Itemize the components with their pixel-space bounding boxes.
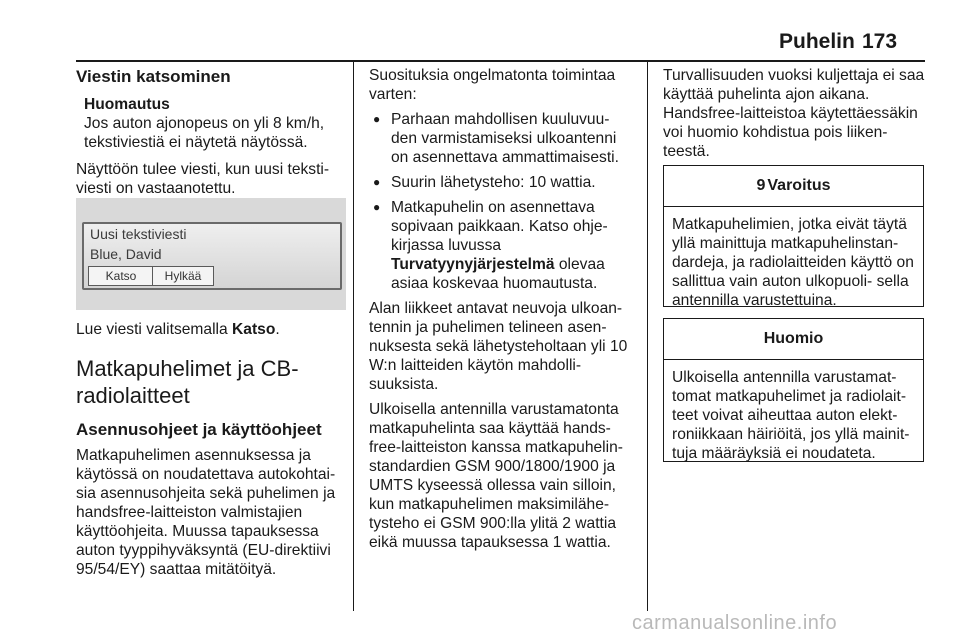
warning-box [663,165,924,307]
paragraph-recommendations: Suosituksia ongelmatonta toimintaa varten: [369,67,616,103]
dialog-sender-name: Blue, David [90,246,162,262]
view-keyword: Katso [232,321,276,338]
notice-title: Huomio [763,330,824,347]
warning-triangle-icon: 9 [756,177,766,194]
chapter-heading-phones-cb: Matkapuhelimet ja CB- radiolaitteet [76,356,299,408]
list-item: ● Suurin lähetysteho: 10 wattia. [369,173,637,192]
view-button[interactable]: Katso [88,266,154,286]
paragraph-read-message: Lue viesti valitsemalla Katso. [76,321,280,338]
warning-title: Varoitus [767,177,831,194]
column-divider-2 [647,62,648,611]
left-column-top [76,66,346,198]
list-item: ● Parhaan mahdollisen kuuluvuu- den varmistamiseksi ulkoantenni on asennettava ammattimaisesti. [369,110,637,167]
column-divider-1 [353,62,354,611]
message-dialog [82,222,342,290]
recommendation-list [369,110,637,293]
paragraph-dealer-advice: Alan liikkeet antavat neuvoja ulkoan- tennin ja puhelimen telineen asen- nuksesta sekä lähetysteholtaan yli 10 W:n laitteiden käytön mahdolli- suuksista. [369,300,628,393]
right-column [663,66,928,161]
dialog-title: Uusi tekstiviesti [90,226,187,242]
display-screen-image [76,198,346,310]
watermark: carmanualsonline.info [632,612,838,634]
paragraph-new-message: Näyttöön tulee viesti, kun uusi teksti- viesti on vastaanotettu. [76,161,330,197]
warning-header [664,166,923,207]
notice-text: Ulkoisella antennilla varustamat- tomat matkapuhelimet ja radiolait- teet voivat aiheuttaa auton elekt- roniikkaan häiriöitä, jos yllä mainit- tuja määräyksiä ei noudateta. [672,369,910,462]
header-rule [76,60,925,62]
paragraph-gsm-standards: Ulkoisella antennilla varustamatonta matkapuhelinta saa käyttää hands- free-laitteiston kanssa matkapuhelin- standardien GSM 900/1800/1900 ja UMTS kyseessä ollessa vain silloin, kun matkapuhelimen maksimilähe- tysteho ei GSM 900:lla ylitä 2 wattia eikä muussa tapauksessa 1 wattia. [369,401,623,551]
list-item: ● Matkapuhelin on asennettava sopivaan paikkaan. Katso ohje- kirjassa luvussa Turvatyynyjärjestelmä olevaa asiaa koskevaa huomautusta. [369,198,637,293]
page-number: 173 [862,30,898,53]
paragraph-driver-safety: Turvallisuuden vuoksi kuljettaja ei saa käyttää puhelinta ajon aikana. Handsfree-laitteistoa käytettäessäkin voi huomio kohdistua pois liiken- teestä. [663,67,925,160]
reject-button[interactable]: Hylkää [152,266,214,286]
notice-header [664,319,923,360]
paragraph-installation: Matkapuhelimen asennuksessa ja käytössä on noudatettava autokohtai- sia asennusohjeita sekä puhelimen ja handsfree-laitteiston valmistajien käyttöohjeita. Muussa tapauksessa auton tyyppihyväksyntä (EU-direktiivi 95/54/EY) saattaa mitätöityä. [76,447,336,578]
running-header-title: Puhelin [779,30,855,53]
warning-text: Matkapuhelimien, jotka eivät täytä yllä mainittuja matkapuhelinstan- dardeja, ja radiolaitteiden käyttö on sallittua vain auton ulkopuoli- sella antennilla varustettuina. [672,216,914,309]
note-block [76,95,346,152]
airbag-reference: Turvatyynyjärjestelmä [391,256,555,273]
section-heading-installation: Asennusohjeet ja käyttöohjeet [76,420,322,439]
note-text: Jos auton ajonopeus on yli 8 km/h, tekstiviestiä ei näytetä näytössä. [84,115,325,151]
note-title: Huomautus [84,96,170,113]
middle-column [369,66,637,552]
section-heading-view-message: Viestin katsominen [76,67,231,86]
notice-box [663,318,924,462]
left-column-bottom [76,320,351,579]
